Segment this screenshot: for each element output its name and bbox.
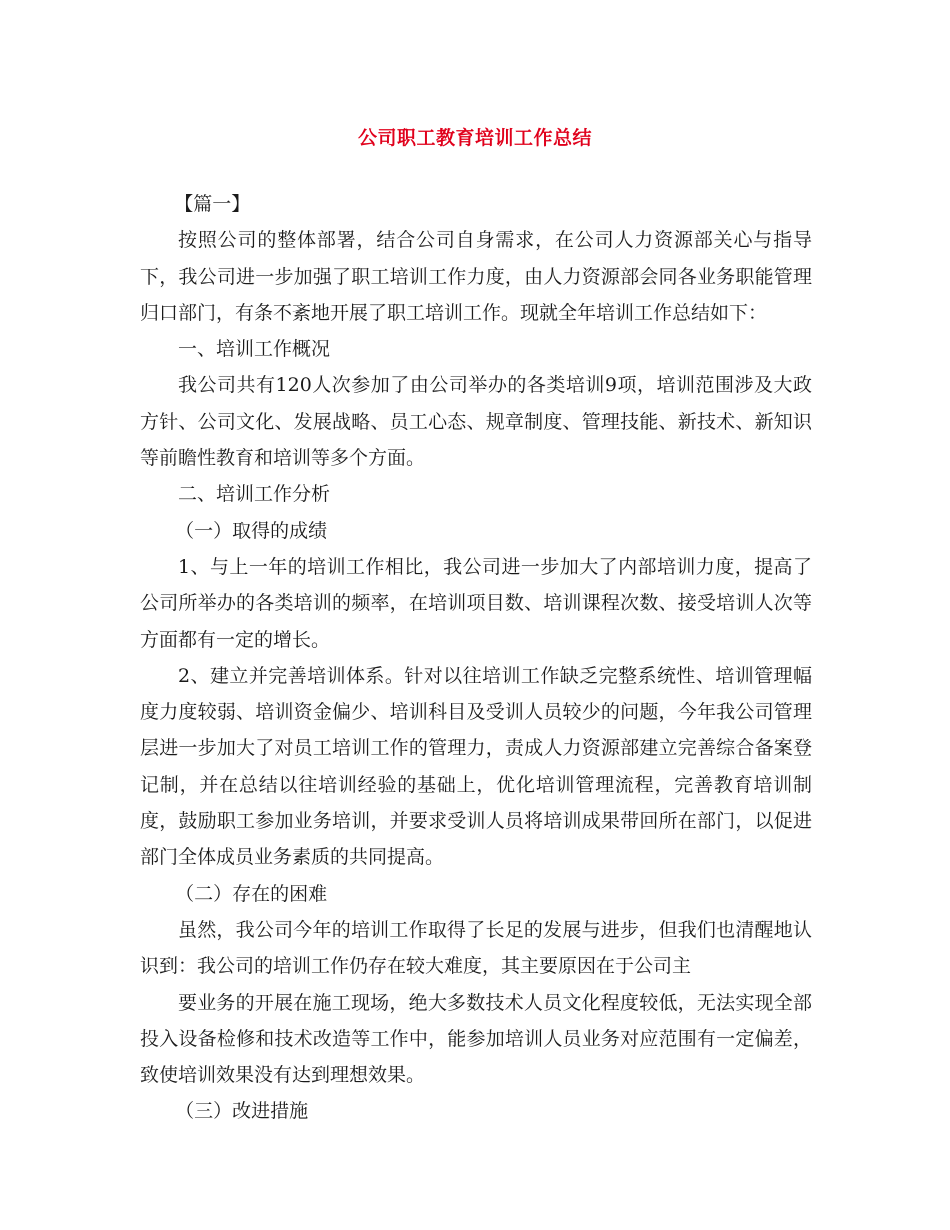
- paragraph-difficulties-1: 虽然，我公司今年的培训工作取得了长足的发展与进步，但我们也清醒地认识到：我公司的培训工作仍存在较大难度，其主要原因在于公司主: [140, 918, 812, 978]
- document-body: [140, 186, 812, 1130]
- paragraph-intro: 按照公司的整体部署，结合公司自身需求，在公司人力资源部关心与指导下，我公司进一步加强了职工培训工作力度，由人力资源部会同各业务职能管理归口部门，有条不紊地开展了职工培训工作。现就全年培训工作总结如下：: [140, 229, 812, 324]
- subheading-difficulties: （二）存在的困难: [175, 882, 328, 905]
- paragraph-overview: 我公司共有120人次参加了由公司举办的各类培训9项，培训范围涉及大政方针、公司文化、发展战略、员工心态、规章制度、管理技能、新技术、新知识等前瞻性教育和培训等多个方面。: [140, 374, 812, 470]
- subheading-achievements: （一）取得的成绩: [175, 519, 328, 542]
- subheading-improvements: （三）改进措施: [175, 1100, 309, 1123]
- heading-overview: 一、培训工作概况: [178, 338, 331, 361]
- document-title: 公司职工教育培训工作总结: [357, 127, 592, 149]
- paragraph-achievement-2: 2、建立并完善培训体系。针对以往培训工作缺乏完整系统性、培训管理幅度力度较弱、培训资金偏少、培训科目及受训人员较少的问题，今年我公司管理层进一步加大了对员工培训工作的管理力，责成人力资源部建立完善综合备案登记制，并在总结以往培训经验的基础上，优化培训管理流程，完善教育培训制度，鼓励职工参加业务培训，并要求受训人员将培训成果带回所在部门，以促进部门全体成员业务素质的共同提高。: [140, 664, 812, 869]
- paragraph-difficulties-2: 要业务的开展在施工现场，绝大多数技术人员文化程度较低，无法实现全部投入设备检修和技术改造等工作中，能参加培训人员业务对应范围有一定偏差，致使培训效果没有达到理想效果。: [140, 991, 812, 1087]
- heading-analysis: 二、培训工作分析: [178, 483, 331, 506]
- section-mark: 【篇一】: [174, 193, 251, 215]
- paragraph-achievement-1: 1、与上一年的培训工作相比，我公司进一步加大了内部培训力度，提高了公司所举办的各类培训的频率，在培训项目数、培训课程次数、接受培训人次等方面都有一定的增长。: [140, 555, 812, 651]
